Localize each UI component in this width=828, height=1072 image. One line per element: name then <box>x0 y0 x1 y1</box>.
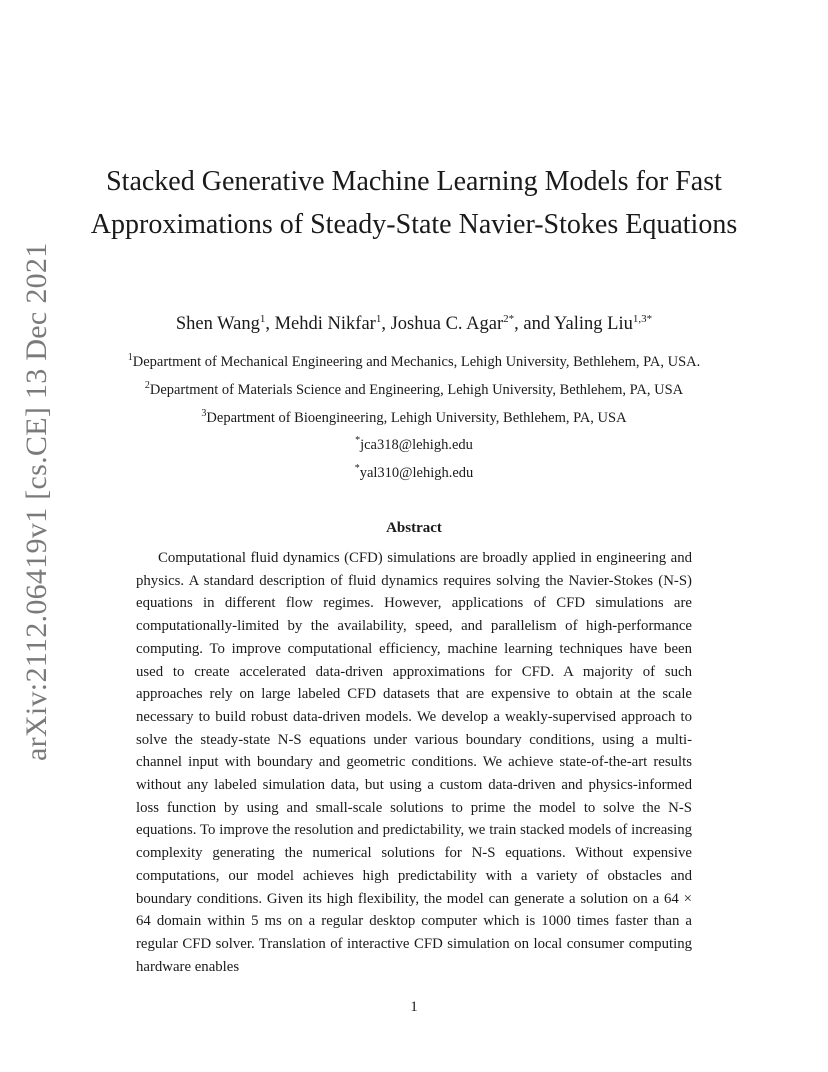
corresponding-email: *yal310@lehigh.edu <box>354 463 474 482</box>
abstract-body: Computational fluid dynamics (CFD) simulations are broadly applied in engineering and physics. A standard description of fluid dynamics requires solving the Navier-Stokes (N-S) equations in different flow regimes. However, applications of CFD simulations are computationally-limited by the availability, speed, and parallelism of high-performance computing. To improve computational efficiency, machine learning techniques have been used to create accelerated data-driven approximations for CFD. A majority of such approaches rely on large labeled CFD datasets that are expensive to obtain at the scale necessary to build robust data-driven models. We develop a weakly-supervised approach to solve the steady-state N-S equations under various boundary conditions, using a multi-channel input with boundary and geometric conditions. We achieve state-of-the-art results without any labeled simulation data, but using a custom data-driven and physics-informed loss function by using and small-scale solutions to prime the model to solve the N-S equations. To improve the resolution and predictability, we train stacked models of increasing complexity generating the numerical solutions for N-S equations. Without expensive computations, our model achieves high predictability with a variety of obstacles and boundary conditions. Given its high flexibility, the model can generate a solution on a 64 × 64 domain within 5 ms on a regular desktop computer which is 1000 times faster than a regular CFD solver. Translation of interactive CFD simulation on local consumer computing hardware enables <box>136 550 692 975</box>
arxiv-identifier-stamp <box>20 242 53 762</box>
affiliation-list <box>90 346 738 485</box>
corresponding-email: *jca318@lehigh.edu <box>355 435 473 454</box>
page-number: 1 <box>410 999 418 1015</box>
author: Shen Wang$^1$, <box>175 313 275 335</box>
paper-title: Stacked Generative Machine Learning Models for Fast Approximations of Steady-State Navier-Stokes Equations <box>90 166 738 240</box>
author: Mehdi Nikfar$^1$, <box>274 313 391 335</box>
abstract-heading: Abstract <box>386 520 442 536</box>
affiliation: $^1$Department of Mechanical Engineering and Mechanics, Lehigh University, Bethlehem, PA, USA. <box>127 352 701 370</box>
author-list <box>90 306 738 337</box>
affiliation: $^2$Department of Materials Science and Engineering, Lehigh University, Bethlehem, PA, USA <box>144 379 684 398</box>
author: Joshua C. Agar$^{2*}$, and <box>390 313 555 335</box>
arxiv-identifier-text: arXiv:2112.06419v1 [cs.CE] 13 Dec 2021 <box>20 242 53 761</box>
author: Yaling Liu$^{1,3*}$ <box>554 313 653 335</box>
affiliation: $^3$Department of Bioengineering, Lehigh University, Bethlehem, PA, USA <box>201 407 627 426</box>
